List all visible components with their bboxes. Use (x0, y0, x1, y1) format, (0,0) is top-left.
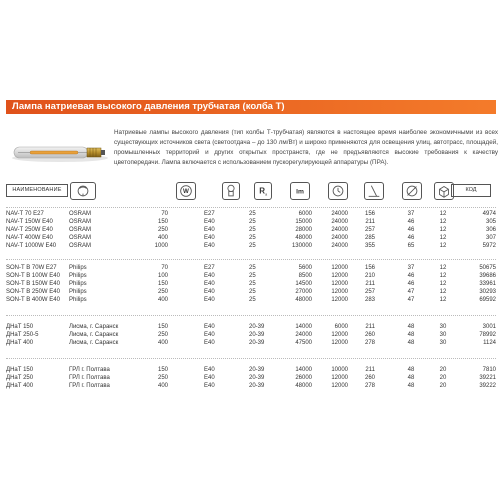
lamp-length-icon (364, 182, 384, 200)
row-lifetime: 12000 (331, 375, 348, 381)
row-base: E40 (204, 297, 215, 303)
row-length: 278 (364, 340, 375, 346)
row-length: 355 (364, 243, 375, 249)
row-lifetime: 6000 (334, 324, 348, 330)
row-wattage: 70 (161, 265, 168, 271)
table-row (6, 280, 496, 288)
row-wattage: 150 (157, 367, 168, 373)
row-package: 12 (439, 219, 447, 225)
row-length: 211 (365, 367, 375, 373)
row-code: 39686 (479, 273, 496, 279)
row-package: 12 (439, 273, 447, 279)
row-base: E40 (204, 383, 215, 389)
row-package: 12 (439, 235, 447, 241)
row-wattage: 250 (157, 227, 168, 233)
row-code: 78992 (479, 332, 496, 338)
row-code: 39221 (479, 375, 496, 381)
row-voltage: 25 (249, 227, 256, 233)
row-manufacturer: OSRAM (69, 243, 92, 249)
row-length: 211 (365, 281, 375, 287)
luminous-flux-icon (290, 182, 310, 200)
row-length: 156 (364, 211, 375, 217)
voltage-icon (254, 182, 272, 200)
row-flux: 6000 (298, 211, 312, 217)
row-base: E40 (204, 281, 215, 287)
row-name: NAV-T 1000W E40 (6, 243, 57, 249)
svg-text:R: R (259, 186, 266, 196)
table-row (6, 339, 496, 347)
row-flux: 24000 (295, 332, 312, 338)
row-length: 211 (365, 324, 375, 330)
row-wattage: 250 (157, 332, 168, 338)
row-wattage: 400 (157, 297, 168, 303)
product-description: Натриевые лампы высокого давления (тип колбы Т-трубчатая) являются в настоящее время наиболее экономичными из всех существующих источников света (светоотдача – до 130 лм/Вт) и широко применяются для освещения улиц, автотрасс, площадей, промышленных территорий и других открытых пространств, где не предъявляются высокие требования к качеству цветопередачи. Лампа включается с использованием пускорегулирующей аппаратуры (ПРА). (114, 129, 498, 166)
row-base: E40 (204, 227, 215, 233)
row-flux: 14000 (295, 324, 312, 330)
row-flux: 14500 (295, 281, 312, 287)
tubular-lamp-image (8, 120, 110, 180)
row-wattage: 250 (157, 375, 168, 381)
table-row (6, 226, 496, 234)
row-diameter: 37 (407, 211, 415, 217)
row-lifetime: 12000 (331, 273, 348, 279)
row-manufacturer: ГРЛ г. Полтава (69, 383, 110, 389)
row-name: NAV-T 250W E40 (6, 227, 53, 233)
table-row (6, 234, 496, 242)
row-code: 7810 (482, 367, 496, 373)
row-length: 260 (364, 375, 375, 381)
row-name: ДНаТ 150 (6, 324, 34, 330)
row-wattage: 250 (157, 289, 168, 295)
table-row (6, 218, 496, 226)
row-lifetime: 12000 (331, 340, 348, 346)
row-diameter: 48 (407, 367, 415, 373)
row-wattage: 150 (157, 219, 168, 225)
row-manufacturer: Philips (69, 297, 87, 303)
row-code: 306 (485, 227, 496, 233)
row-code: 5972 (482, 243, 496, 249)
row-length: 278 (364, 383, 375, 389)
row-diameter: 46 (407, 235, 415, 241)
row-base: E27 (204, 211, 215, 217)
row-manufacturer: OSRAM (69, 211, 92, 217)
row-base: E40 (204, 375, 215, 381)
row-base: E40 (204, 324, 215, 330)
row-name: NAV-T 150W E40 (6, 219, 53, 225)
row-flux: 48000 (295, 235, 312, 241)
row-package: 12 (439, 281, 447, 287)
row-package: 20 (439, 383, 447, 389)
row-package: 20 (439, 367, 447, 373)
row-package: 12 (439, 265, 447, 271)
row-package: 30 (439, 332, 447, 338)
row-wattage: 150 (157, 281, 168, 287)
row-name: ДНаТ 250 (6, 375, 34, 381)
row-wattage: 1000 (154, 243, 168, 249)
row-diameter: 65 (407, 243, 415, 249)
row-package: 30 (439, 340, 447, 346)
table-row (6, 374, 496, 382)
row-voltage: 25 (249, 235, 256, 241)
row-lifetime: 24000 (331, 235, 348, 241)
row-base: E40 (204, 273, 215, 279)
row-voltage: 25 (249, 289, 256, 295)
row-voltage: 25 (249, 273, 256, 279)
group-separator (6, 259, 496, 260)
row-code: 307 (485, 235, 496, 241)
row-wattage: 100 (157, 273, 168, 279)
row-voltage: 25 (249, 281, 256, 287)
table-row (6, 288, 496, 296)
row-name: ДНаТ 400 (6, 383, 34, 389)
row-lifetime: 12000 (331, 289, 348, 295)
row-code: 30293 (479, 289, 496, 295)
row-name: SON-T B 150W E40 (6, 281, 60, 287)
row-base: E40 (204, 289, 215, 295)
group-separator (6, 207, 496, 208)
row-length: 156 (364, 265, 375, 271)
wattage-icon (176, 182, 196, 200)
table-row (6, 264, 496, 272)
row-voltage: 20-39 (249, 332, 265, 338)
row-wattage: 70 (161, 211, 168, 217)
row-diameter: 37 (407, 265, 415, 271)
row-length: 260 (364, 332, 375, 338)
table-row (6, 331, 496, 339)
row-diameter: 48 (407, 383, 415, 389)
row-flux: 14000 (295, 367, 312, 373)
table-row (6, 366, 496, 374)
row-name: SON-T B 70W E27 (6, 265, 57, 271)
row-manufacturer: ГРЛ г. Полтава (69, 375, 110, 381)
row-wattage: 150 (157, 324, 168, 330)
row-code: 305 (485, 219, 496, 225)
group-separator (6, 358, 496, 359)
row-package: 12 (439, 211, 447, 217)
row-flux: 48000 (295, 297, 312, 303)
row-code: 39222 (479, 383, 496, 389)
row-package: 30 (439, 324, 447, 330)
row-base: E27 (204, 265, 215, 271)
row-lifetime: 24000 (331, 219, 348, 225)
row-name: SON-T B 250W E40 (6, 289, 60, 295)
name-column-header: НАИМЕНОВАНИЕ (6, 184, 68, 197)
row-length: 285 (364, 235, 375, 241)
row-name: SON-T B 100W E40 (6, 273, 60, 279)
row-package: 12 (439, 297, 447, 303)
row-lifetime: 12000 (331, 297, 348, 303)
table-row (6, 242, 496, 250)
row-diameter: 48 (407, 340, 415, 346)
row-voltage: 25 (249, 211, 256, 217)
row-code: 3001 (482, 324, 496, 330)
row-package: 12 (439, 289, 447, 295)
row-name: NAV-T 70 E27 (6, 211, 44, 217)
row-length: 283 (364, 297, 375, 303)
row-flux: 5600 (298, 265, 312, 271)
row-name: ДНаТ 400 (6, 340, 34, 346)
svg-text:lm: lm (296, 188, 304, 196)
row-flux: 8500 (298, 273, 312, 279)
row-base: E40 (204, 219, 215, 225)
row-name: NAV-T 400W E40 (6, 235, 53, 241)
row-diameter: 46 (407, 281, 415, 287)
group-separator (6, 315, 496, 316)
lifetime-icon (328, 182, 348, 200)
row-manufacturer: Philips (69, 265, 87, 271)
row-base: E40 (204, 340, 215, 346)
row-name: SON-T B 400W E40 (6, 297, 60, 303)
diameter-icon (402, 182, 422, 200)
row-diameter: 47 (407, 297, 415, 303)
row-diameter: 48 (407, 375, 415, 381)
row-base: E40 (204, 243, 215, 249)
row-diameter: 48 (407, 324, 415, 330)
manufacturer-logo-icon (70, 182, 96, 200)
lamp-base-icon (222, 182, 240, 200)
row-manufacturer: OSRAM (69, 227, 92, 233)
row-voltage: 25 (249, 243, 256, 249)
row-wattage: 400 (157, 235, 168, 241)
row-name: ДНаТ 150 (6, 367, 34, 373)
row-lifetime: 12000 (331, 383, 348, 389)
row-flux: 27000 (295, 289, 312, 295)
row-voltage: 20-39 (249, 383, 265, 389)
svg-text:W: W (183, 188, 189, 196)
row-manufacturer: ГРЛ г. Полтава (69, 367, 110, 373)
row-manufacturer: Лисма, г. Саранск (69, 340, 119, 346)
row-manufacturer: Лисма, г. Саранск (69, 332, 119, 338)
row-name: ДНаТ 250-5 (6, 332, 39, 338)
row-package: 12 (439, 227, 447, 233)
section-title: Лампа натриевая высокого давления трубчатая (колба Т) (6, 100, 496, 114)
row-code: 33961 (479, 281, 496, 287)
row-lifetime: 12000 (331, 281, 348, 287)
row-lifetime: 12000 (331, 265, 348, 271)
row-base: E40 (204, 332, 215, 338)
row-diameter: 46 (407, 227, 415, 233)
row-manufacturer: Philips (69, 281, 87, 287)
row-manufacturer: Лисма, г. Саранск (69, 324, 119, 330)
row-flux: 28000 (295, 227, 312, 233)
svg-text:a: a (265, 192, 268, 197)
row-base: E40 (204, 235, 215, 241)
row-code: 69592 (479, 297, 496, 303)
row-flux: 26000 (295, 375, 312, 381)
row-lifetime: 12000 (331, 332, 348, 338)
row-base: E40 (204, 367, 215, 373)
row-package: 20 (439, 375, 447, 381)
row-diameter: 47 (407, 289, 415, 295)
row-length: 257 (364, 227, 375, 233)
table-row (6, 210, 496, 218)
table-header (6, 180, 496, 202)
row-code: 1124 (483, 340, 496, 346)
row-length: 211 (365, 219, 375, 225)
row-manufacturer: Philips (69, 273, 87, 279)
row-package: 12 (439, 243, 447, 249)
row-diameter: 46 (407, 273, 415, 279)
row-length: 257 (364, 289, 375, 295)
row-voltage: 20-39 (249, 367, 265, 373)
code-column-header: КОД (451, 184, 491, 197)
row-wattage: 400 (157, 383, 168, 389)
row-length: 210 (364, 273, 375, 279)
table-row (6, 272, 496, 280)
table-row (6, 382, 496, 390)
row-diameter: 48 (407, 332, 415, 338)
table-row (6, 323, 496, 331)
row-flux: 47500 (295, 340, 312, 346)
row-lifetime: 24000 (331, 243, 348, 249)
row-code: 50675 (479, 265, 496, 271)
row-lifetime: 10000 (331, 367, 348, 373)
row-voltage: 25 (249, 265, 256, 271)
row-voltage: 20-39 (249, 324, 265, 330)
row-voltage: 25 (249, 219, 256, 225)
row-manufacturer: Philips (69, 289, 87, 295)
row-flux: 130000 (291, 243, 312, 249)
row-manufacturer: OSRAM (69, 235, 92, 241)
row-lifetime: 24000 (331, 227, 348, 233)
row-code: 4974 (482, 211, 496, 217)
row-flux: 15000 (295, 219, 312, 225)
row-voltage: 25 (249, 297, 256, 303)
row-manufacturer: OSRAM (69, 219, 92, 225)
table-row (6, 296, 496, 304)
row-lifetime: 24000 (331, 211, 348, 217)
row-voltage: 20-39 (249, 340, 265, 346)
row-voltage: 20-39 (249, 375, 265, 381)
row-flux: 48000 (295, 383, 312, 389)
row-diameter: 46 (407, 219, 415, 225)
row-wattage: 400 (157, 340, 168, 346)
